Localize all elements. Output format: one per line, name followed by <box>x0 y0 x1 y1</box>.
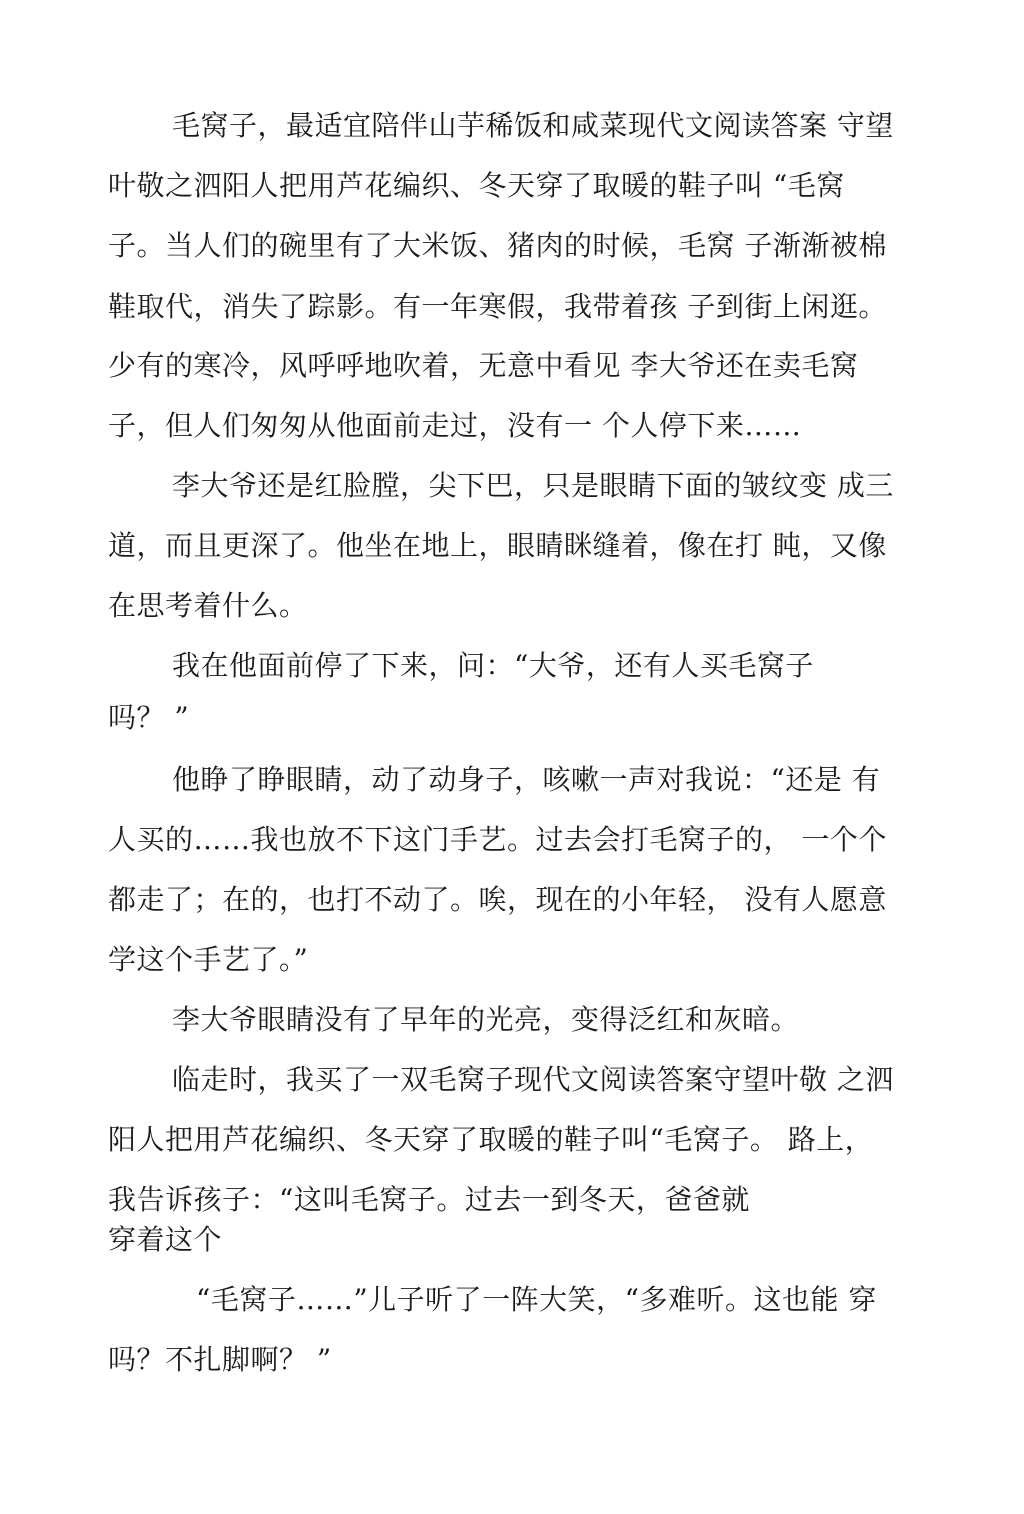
text-line-8: 道，而且更深了。他坐在地上，眼睛眯缝着，像在打 盹，又像 <box>108 529 887 562</box>
text-line-21: “毛窝子……”儿子听了一阵大笑，“多难听。这也能 穿 <box>196 1283 877 1316</box>
text-line-3: 子。当人们的碗里有了大米饭、猪肉的时候，毛窝 子渐渐被棉 <box>108 229 887 262</box>
text-line-20: 穿着这个 <box>108 1223 223 1256</box>
text-line-12: 他睁了睁眼睛，动了动身子，咳嗽一声对我说：“还是 有 <box>172 763 881 796</box>
text-line-4: 鞋取代，消失了踪影。有一年寒假，我带着孩 子到街上闲逛。 <box>108 290 887 323</box>
text-line-18: 阳人把用芦花编织、冬天穿了取暖的鞋子叫“毛窝子。 路上， <box>108 1123 874 1156</box>
text-line-22: 吗？不扎脚啊？ ” <box>108 1343 332 1376</box>
text-line-13: 人买的……我也放不下这门手艺。过去会打毛窝子的， 一个个 <box>108 823 887 856</box>
text-line-2: 叶敬之泗阳人把用芦花编织、冬天穿了取暖的鞋子叫 “毛窝 <box>108 169 845 202</box>
text-line-14: 都走了；在的，也打不动了。唉，现在的小年轻， 没有人愿意 <box>108 883 887 916</box>
text-line-9: 在思考着什么。 <box>108 589 308 622</box>
text-line-10: 我在他面前停了下来，问：“大爷，还有人买毛窝子 <box>172 649 814 682</box>
text-line-5: 少有的寒冷，风呼呼地吹着，无意中看见 李大爷还在卖毛窝 <box>108 349 859 382</box>
text-line-1: 毛窝子，最适宜陪伴山芋稀饭和咸菜现代文阅读答案 守望 <box>172 109 894 142</box>
text-line-17: 临走时，我买了一双毛窝子现代文阅读答案守望叶敬 之泗 <box>172 1063 894 1096</box>
text-line-7: 李大爷还是红脸膛，尖下巴，只是眼睛下面的皱纹变 成三 <box>172 469 894 502</box>
text-line-16: 李大爷眼睛没有了早年的光亮，变得泛红和灰暗。 <box>172 1003 800 1036</box>
text-line-15: 学这个手艺了。” <box>108 943 309 976</box>
text-line-19: 我告诉孩子：“这叫毛窝子。过去一到冬天，爸爸就 <box>108 1183 750 1216</box>
text-line-11: 吗？ ” <box>108 701 190 734</box>
text-line-6: 子，但人们匆匆从他面前走过，没有一 个人停下来…… <box>108 409 802 442</box>
